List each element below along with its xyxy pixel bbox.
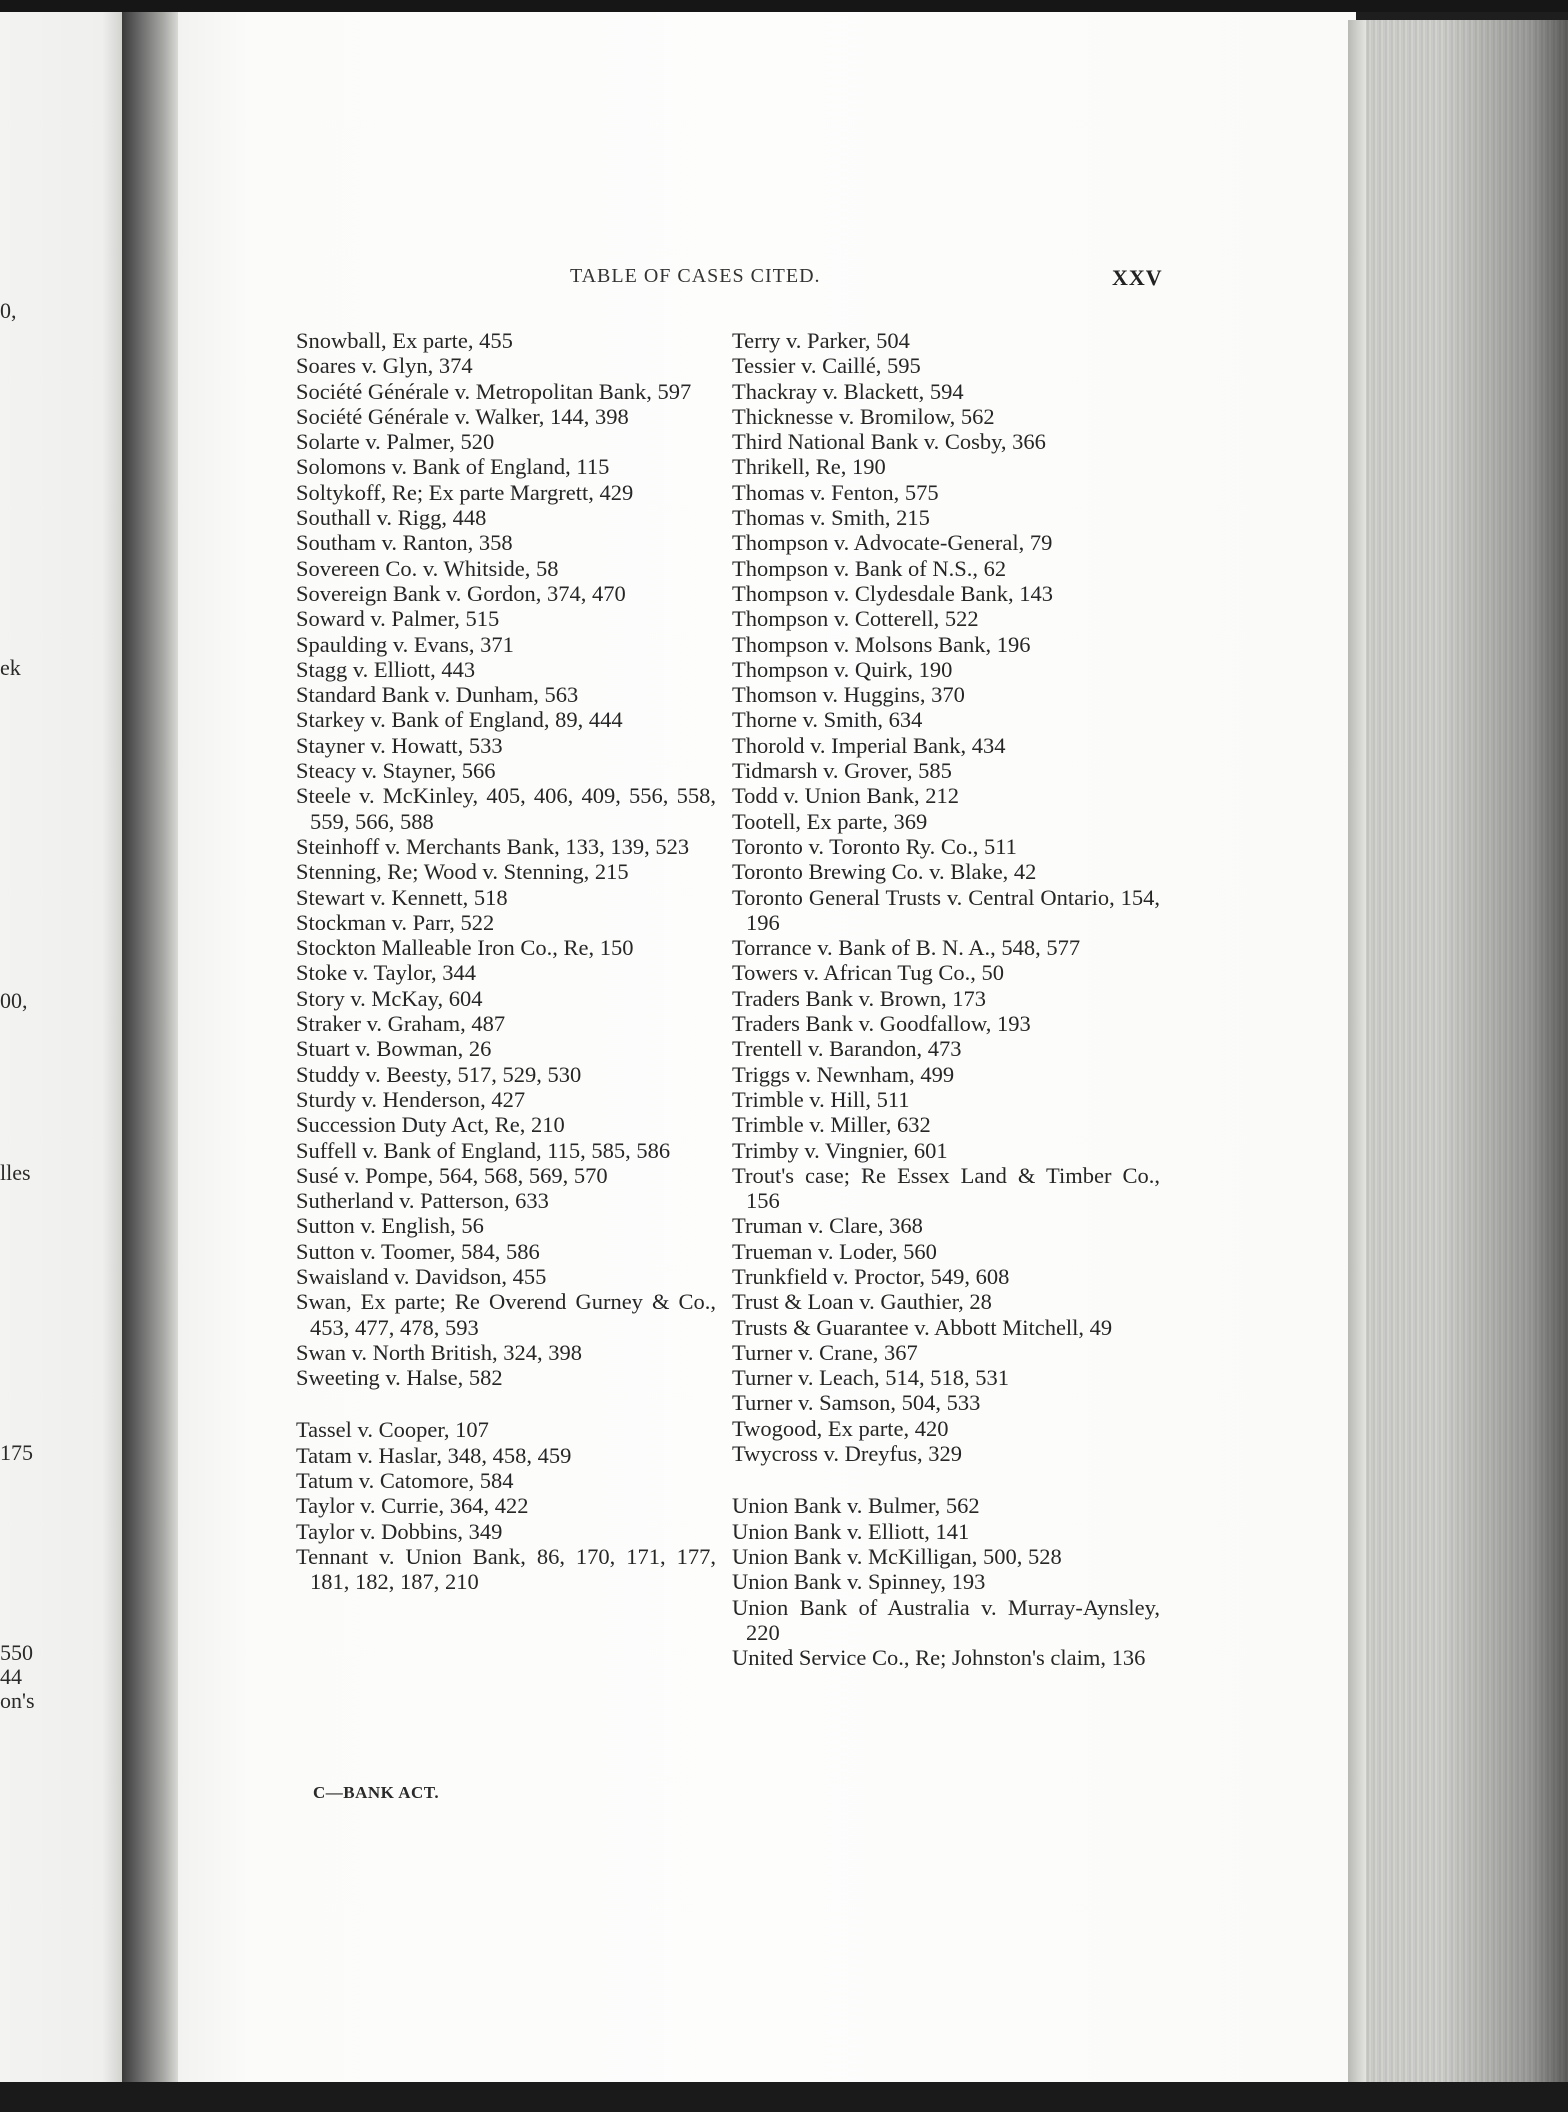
case-entry: Stoke v. Taylor, 344 [296,960,477,986]
case-entry: Twogood, Ex parte, 420 [732,1415,949,1441]
case-entry: Sovereen Co. v. Whitside, 58 [296,555,559,581]
case-entry: Southall v. Rigg, 448 [296,505,487,531]
case-entry: Starkey v. Bank of England, 89, 444 [296,707,623,733]
case-entry: Thompson v. Clydesdale Bank, 143 [732,580,1054,606]
case-entry: Thicknesse v. Bromilow, 562 [732,403,995,429]
case-entry: Sturdy v. Henderson, 427 [296,1086,526,1112]
page-edges-shadow [1440,20,1568,2082]
case-entry: Société Générale v. Walker, 144, 398 [296,403,629,429]
case-entry: Thomas v. Smith, 215 [732,505,930,531]
case-entry: Thorne v. Smith, 634 [732,707,923,733]
case-entry: Tootell, Ex parte, 369 [732,808,928,834]
case-entry: United Service Co., Re; Johnston's claim, 136 [732,1645,1146,1671]
case-entry: Swaisland v. Davidson, 455 [296,1263,547,1289]
case-entry: Toronto v. Toronto Ry. Co., 511 [732,833,1017,859]
case-entry: Toronto Brewing Co. v. Blake, 42 [732,859,1037,885]
facing-page-fragment: 00, [0,988,28,1013]
case-entry: Story v. McKay, 604 [296,985,483,1011]
case-entry: Stuart v. Bowman, 26 [296,1036,492,1062]
case-entry: Stenning, Re; Wood v. Stenning, 215 [296,859,629,885]
case-entry: Susé v. Pompe, 564, 568, 569, 570 [296,1162,608,1188]
case-entry: Thompson v. Molsons Bank, 196 [732,631,1031,657]
case-entry: Turner v. Crane, 367 [732,1339,918,1365]
case-entry: Towers v. African Tug Co., 50 [732,960,1004,986]
case-entry: Sutton v. English, 56 [296,1213,484,1239]
case-entry: Stagg v. Elliott, 443 [296,656,476,682]
case-entry: Succession Duty Act, Re, 210 [296,1112,565,1138]
case-entry: Stockman v. Parr, 522 [296,909,495,935]
case-entry: Union Bank v. Bulmer, 562 [732,1493,980,1519]
scan-bottom-border [0,2082,1568,2112]
case-entry: Taylor v. Currie, 364, 422 [296,1493,529,1519]
case-entry: Thorold v. Imperial Bank, 434 [732,732,1006,758]
case-entry: Union Bank of Australia v. Murray-Aynsley, 220 [732,1594,1160,1645]
case-entry: Truman v. Clare, 368 [732,1213,923,1239]
case-entry: Union Bank v. McKilligan, 500, 528 [732,1543,1062,1569]
index-column-left [296,328,716,1595]
case-entry: Société Générale v. Metropolitan Bank, 597 [296,378,692,404]
case-entry: Swan v. North British, 324, 398 [296,1339,583,1365]
case-entry: Solomons v. Bank of England, 115 [296,454,610,480]
case-entry: Thompson v. Advocate-General, 79 [732,530,1053,556]
case-entry: Tatam v. Haslar, 348, 458, 459 [296,1442,572,1468]
case-entry: Torrance v. Bank of B. N. A., 548, 577 [732,935,1081,961]
case-entry: Southam v. Ranton, 358 [296,530,513,556]
facing-page-fragment: 550 [0,1640,33,1665]
case-entry: Twycross v. Dreyfus, 329 [732,1441,963,1467]
case-entry: Spaulding v. Evans, 371 [296,631,514,657]
case-entry: Tessier v. Caillé, 595 [732,353,921,379]
case-entry: Steele v. McKinley, 405, 406, 409, 556, 558, 559, 566, 588 [296,783,716,834]
case-entry: Solarte v. Palmer, 520 [296,429,495,455]
case-entry: Trimble v. Hill, 511 [732,1086,910,1112]
case-entry: Thomas v. Fenton, 575 [732,479,939,505]
scan-top-border [0,0,1568,12]
case-entry: Taylor v. Dobbins, 349 [296,1518,503,1544]
case-entry: Trout's case; Re Essex Land & Timber Co., 156 [732,1162,1160,1214]
running-head: TABLE OF CASES CITED. [570,265,821,287]
case-entry: Turner v. Leach, 514, 518, 531 [732,1365,1010,1391]
case-entry: Trunkfield v. Proctor, 549, 608 [732,1263,1010,1289]
case-entry: Tassel v. Cooper, 107 [296,1417,489,1443]
case-entry: Trimble v. Miller, 632 [732,1112,931,1138]
case-entry: Stayner v. Howatt, 533 [296,732,503,758]
case-entry: Thompson v. Quirk, 190 [732,656,953,682]
case-entry: Thompson v. Cotterell, 522 [732,606,979,632]
page-number: XXV [1112,265,1163,290]
case-entry: Straker v. Graham, 487 [296,1011,506,1037]
case-entry: Trust & Loan v. Gauthier, 28 [732,1289,992,1315]
case-entry: Third National Bank v. Cosby, 366 [732,429,1046,455]
case-entry: Sovereign Bank v. Gordon, 374, 470 [296,580,626,606]
case-entry: Studdy v. Beesty, 517, 529, 530 [296,1061,582,1087]
case-entry: Thompson v. Bank of N.S., 62 [732,555,1007,581]
case-entry: Tennant v. Union Bank, 86, 170, 171, 177, 181, 182, 187, 210 [296,1543,716,1595]
book-gutter [122,12,182,2082]
case-entry: Triggs v. Newnham, 499 [732,1061,955,1087]
section-gap [296,1390,716,1417]
case-entry: Terry v. Parker, 504 [732,328,910,353]
facing-page [0,12,128,2082]
page-edge-lip [1348,20,1366,2082]
facing-page-fragment: lles [0,1160,31,1185]
case-entry: Traders Bank v. Goodfallow, 193 [732,1011,1031,1037]
case-entry: Swan, Ex parte; Re Overend Gurney & Co., 453, 477, 478, 593 [296,1289,716,1340]
case-entry: Steinhoff v. Merchants Bank, 133, 139, 523 [296,833,690,859]
case-entry: Sutton v. Toomer, 584, 586 [296,1238,540,1264]
case-entry: Sutherland v. Patterson, 633 [296,1188,549,1214]
case-entry: Tatum v. Catomore, 584 [296,1468,514,1494]
case-entry: Stockton Malleable Iron Co., Re, 150 [296,935,634,961]
case-entry: Trimby v. Vingnier, 601 [732,1137,948,1163]
case-entry: Thrikell, Re, 190 [732,454,886,480]
facing-page-fragment: 44 [0,1664,22,1689]
case-entry: Standard Bank v. Dunham, 563 [296,682,579,708]
facing-page-fragment: ek [0,655,21,680]
case-entry: Suffell v. Bank of England, 115, 585, 586 [296,1137,671,1163]
case-entry: Soltykoff, Re; Ex parte Margrett, 429 [296,479,634,505]
case-entry: Trueman v. Loder, 560 [732,1238,937,1264]
signature-mark: C—BANK ACT. [313,1783,440,1802]
case-entry: Tidmarsh v. Grover, 585 [732,758,952,784]
case-entry: Steacy v. Stayner, 566 [296,758,496,784]
case-entry: Snowball, Ex parte, 455 [296,328,513,353]
section-gap [732,1466,1160,1493]
facing-page-fragment: 0, [0,298,17,323]
index-column-right [732,328,1160,1670]
case-entry: Thomson v. Huggins, 370 [732,682,965,708]
case-entry: Turner v. Samson, 504, 533 [732,1390,981,1416]
case-entry: Trentell v. Barandon, 473 [732,1036,962,1062]
case-entry: Trusts & Guarantee v. Abbott Mitchell, 49 [732,1314,1113,1340]
case-entry: Soares v. Glyn, 374 [296,353,473,379]
case-entry: Toronto General Trusts v. Central Ontario, 154, 196 [732,884,1160,935]
case-entry: Traders Bank v. Brown, 173 [732,985,986,1011]
facing-page-fragment: 175 [0,1440,33,1465]
case-entry: Union Bank v. Elliott, 141 [732,1518,970,1544]
case-entry: Soward v. Palmer, 515 [296,606,500,632]
case-entry: Stewart v. Kennett, 518 [296,884,508,910]
case-entry: Todd v. Union Bank, 212 [732,783,959,809]
case-entry: Union Bank v. Spinney, 193 [732,1569,986,1595]
facing-page-fragment: on's [0,1688,35,1713]
case-entry: Sweeting v. Halse, 582 [296,1365,503,1391]
case-entry: Thackray v. Blackett, 594 [732,378,964,404]
